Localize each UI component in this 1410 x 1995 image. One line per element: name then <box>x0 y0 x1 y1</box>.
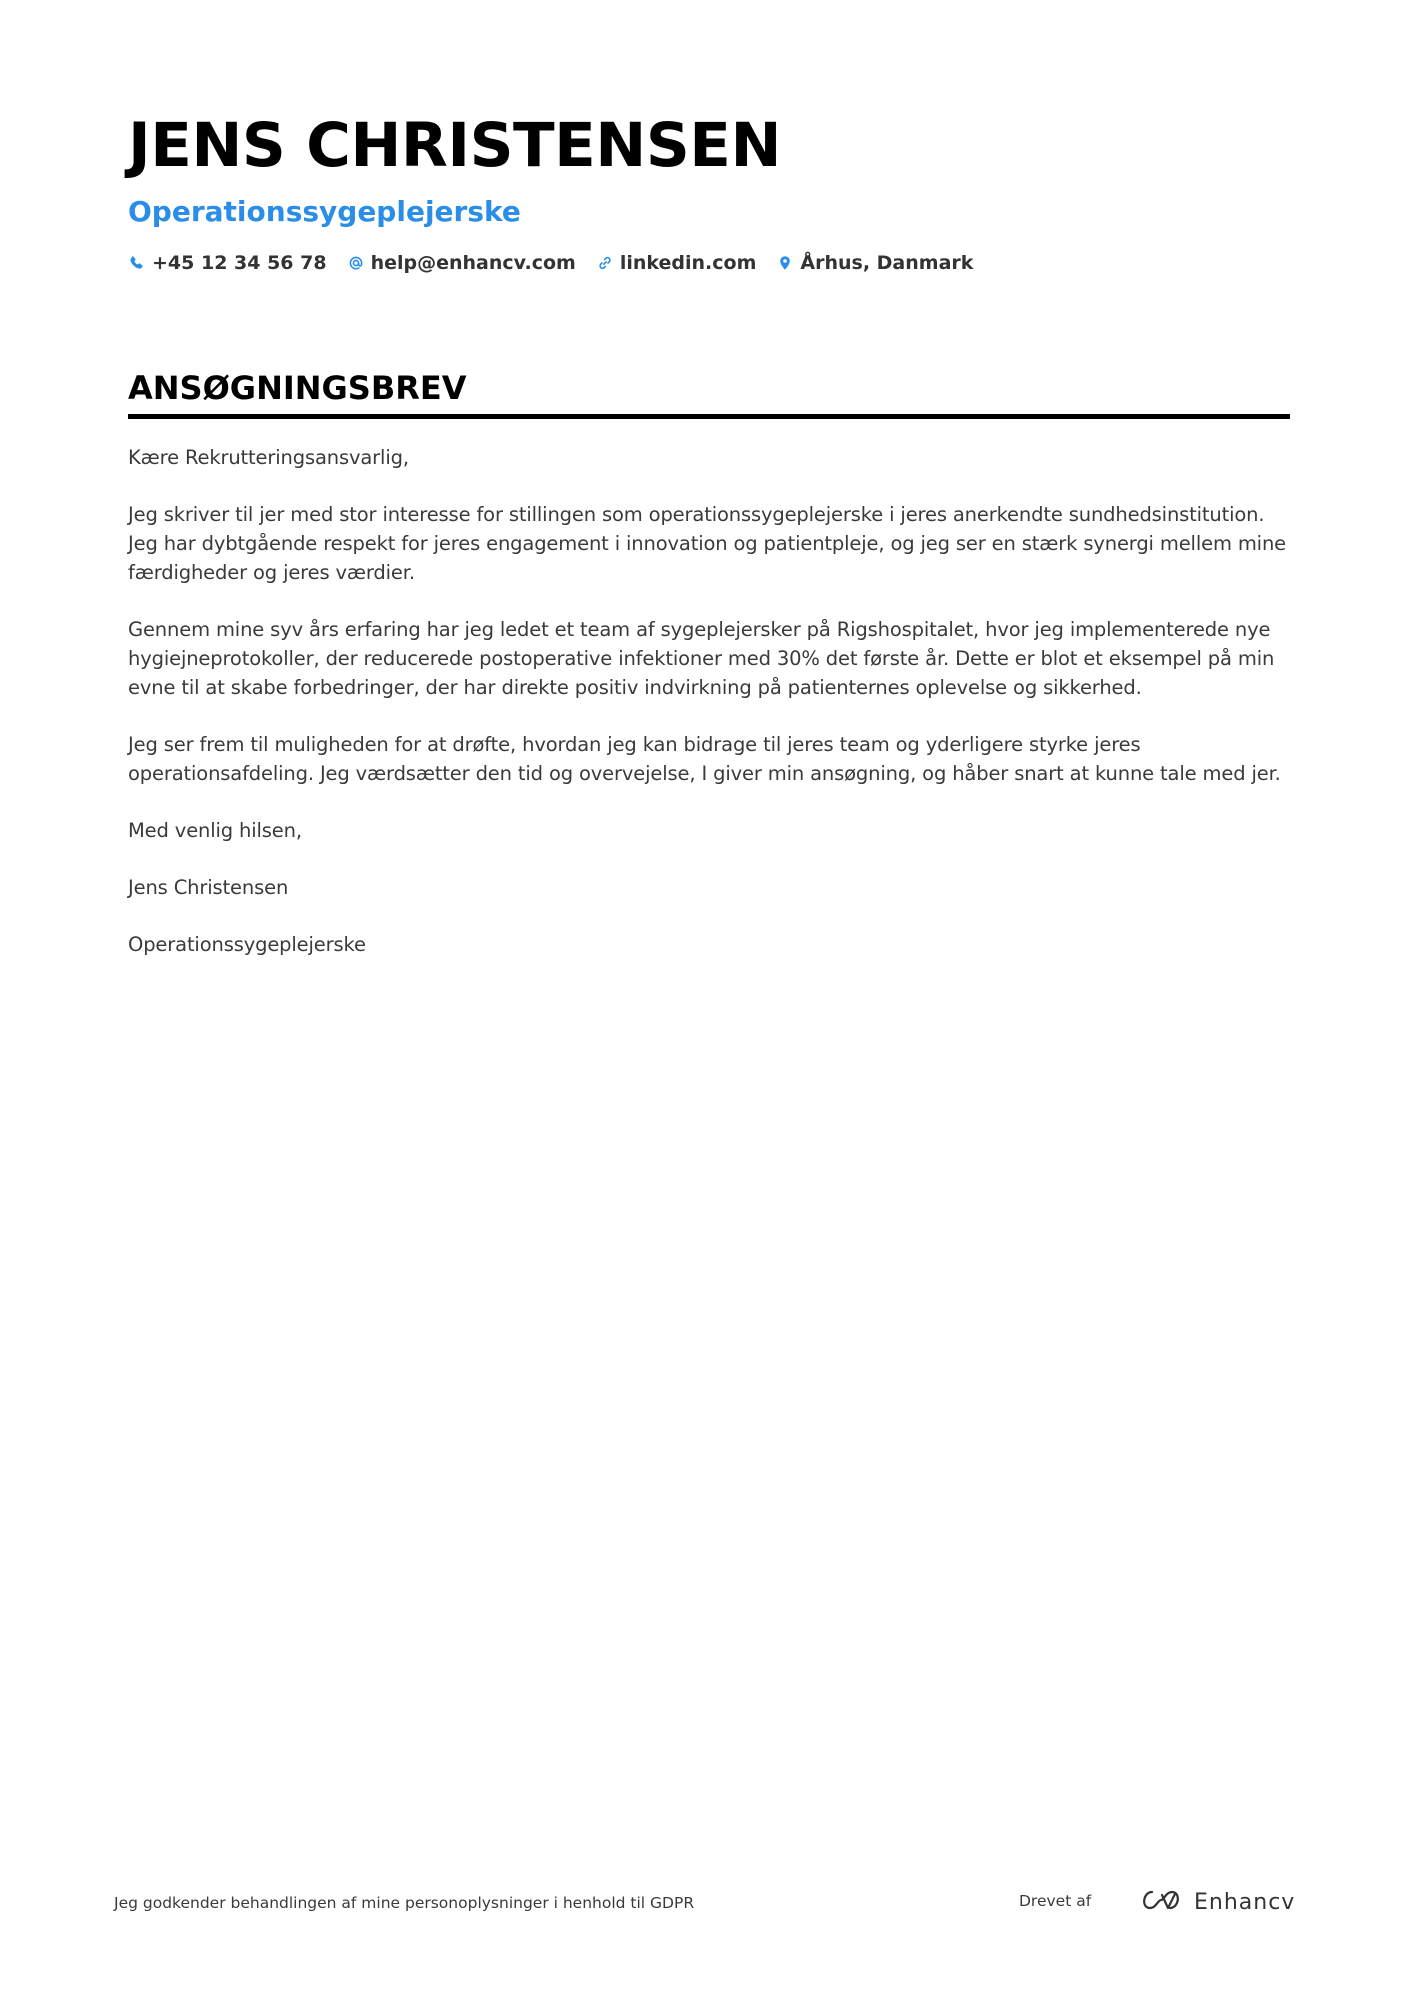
letter-paragraph: Jeg skriver til jer med stor interesse for stillingen som operationssygeplejerske i jeres anerkendte sundhedsinstitution. Jeg har dybtgående respekt for jeres engagement i innovation og patientpleje, og jeg ser en stærk synergi mellem mine færdigheder og jeres værdier. <box>128 503 1287 584</box>
linkedin-link: linkedin.com <box>619 252 757 274</box>
page-footer <box>114 1886 1294 1926</box>
phone-icon <box>128 254 146 272</box>
applicant-title: Operationssygeplejerske <box>128 195 521 228</box>
phone-number: +45 12 34 56 78 <box>152 252 327 274</box>
resume-header <box>128 108 1288 274</box>
email-address: help@enhancv.com <box>370 252 576 274</box>
letter-paragraph: Gennem mine syv års erfaring har jeg ledet et team af sygeplejersker på Rigshospitalet, hvor jeg implementerede nye hygiejneprotokoller, der reducerede postoperative infektioner med 30% det første år. Dette er blot et eksempel på min evne til at skabe forbedringer, der har direkte positiv indvirkning på patienternes oplevelse og sikkerhed. <box>128 618 1275 699</box>
contact-bar <box>128 252 1288 274</box>
link-icon <box>596 254 614 272</box>
letter-closing: Med venlig hilsen, <box>128 819 302 842</box>
letter-paragraph: Jeg ser frem til muligheden for at drøfte, hvordan jeg kan bidrage til jeres team og yderligere styrke jeres operationsafdeling. Jeg værdsætter den tid og overvejelse, I giver min ansøgning, og håber snart at kunne tale med jer. <box>128 733 1281 785</box>
contact-phone[interactable] <box>128 252 327 274</box>
section-title: ANSØGNINGSBREV <box>128 369 467 407</box>
enhancv-logo-icon <box>1138 1886 1184 1918</box>
location-text: Århus, Danmark <box>800 252 974 274</box>
powered-by-label: Drevet af <box>1019 1892 1092 1910</box>
section-divider <box>128 414 1290 419</box>
location-pin-icon <box>776 254 794 272</box>
applicant-name: JENS CHRISTENSEN <box>128 110 781 181</box>
letter-body <box>128 443 1290 959</box>
contact-email[interactable] <box>347 252 576 274</box>
brand-name: Enhancv <box>1194 1889 1296 1915</box>
gdpr-consent: Jeg godkender behandlingen af mine personoplysninger i henhold til GDPR <box>114 1894 695 1912</box>
signature-title: Operationssygeplejerske <box>128 933 366 956</box>
enhancv-brand[interactable] <box>1138 1886 1295 1918</box>
cover-letter-section <box>128 368 1290 987</box>
letter-greeting: Kære Rekrutteringsansvarlig, <box>128 446 409 469</box>
at-icon <box>347 254 365 272</box>
contact-location <box>776 252 973 274</box>
contact-linkedin[interactable] <box>596 252 757 274</box>
signature-name: Jens Christensen <box>128 876 289 899</box>
